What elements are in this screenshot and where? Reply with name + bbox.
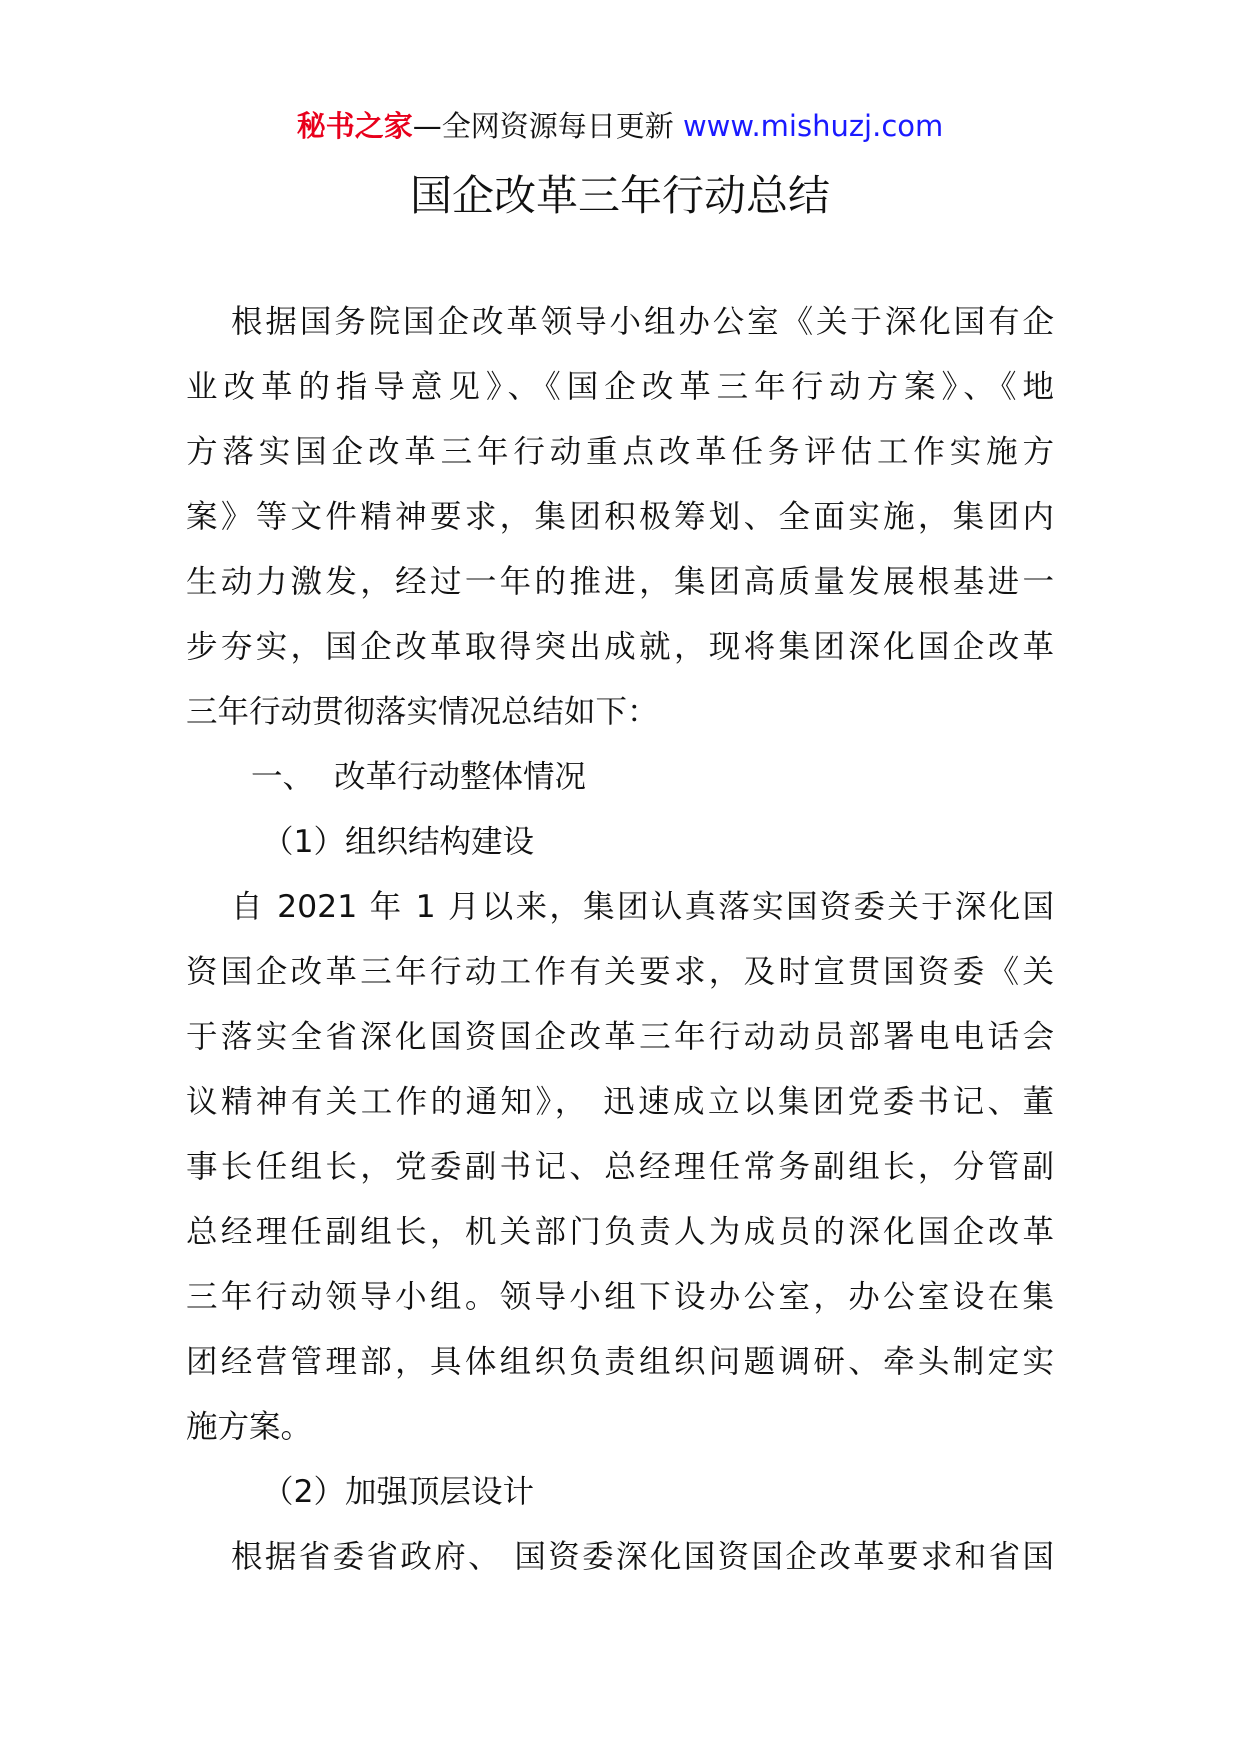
paragraph-line: 案》等文件精神要求，集团积极筹划、全面实施，集团内 [186, 499, 1054, 535]
paragraph-line: 资国企改革三年行动工作有关要求，及时宣贯国资委《关 [186, 954, 1054, 990]
subsection-heading: （1）组织结构建设 [262, 824, 535, 860]
site-header [0, 104, 1240, 148]
paragraph-line: 步夯实，国企改革取得突出成就，现将集团深化国企改革 [186, 629, 1054, 665]
section-heading: 一、 改革行动整体情况 [251, 759, 587, 795]
paragraph-line: 于落实全省深化国资国企改革三年行动动员部署电电话会 [186, 1019, 1054, 1055]
site-slogan: —全网资源每日更新 [412, 109, 674, 143]
paragraph-line: 三年行动领导小组。领导小组下设办公室，办公室设在集 [186, 1279, 1054, 1315]
site-brand: 秘书之家 [296, 109, 413, 143]
paragraph-line: 三年行动贯彻落实情况总结如下： [186, 694, 659, 730]
subsection-heading: （2）加强顶层设计 [262, 1474, 535, 1510]
paragraph-line: 议精神有关工作的通知》， 迅速成立以集团党委书记、董 [186, 1084, 1054, 1120]
paragraph-line: 总经理任副组长，机关部门负责人为成员的深化国企改革 [186, 1214, 1054, 1250]
paragraph-line: 团经营管理部，具体组织负责组织问题调研、牵头制定实 [186, 1344, 1054, 1380]
paragraph-line: 根据国务院国企改革领导小组办公室《关于深化国有企 [231, 304, 1054, 340]
paragraph-line: 业改革的指导意见》、《国企改革三年行动方案》、《地 [186, 369, 1054, 405]
paragraph-line: 自 2021 年 1 月以来，集团认真落实国资委关于深化国 [231, 889, 1054, 925]
paragraph-line: 生动力激发，经过一年的推进，集团高质量发展根基进一 [186, 564, 1054, 600]
paragraph-line: 施方案。 [186, 1409, 313, 1445]
paragraph-line: 根据省委省政府、 国资委深化国资国企改革要求和省国 [231, 1539, 1054, 1575]
paragraph-line: 方落实国企改革三年行动重点改革任务评估工作实施方 [186, 434, 1054, 470]
paragraph-line: 事长任组长，党委副书记、总经理任常务副组长，分管副 [186, 1149, 1054, 1185]
site-url-link[interactable]: www.mishuzj.com [682, 109, 944, 143]
document-title: 国企改革三年行动总结 [409, 171, 830, 220]
document-body [186, 290, 1054, 1590]
